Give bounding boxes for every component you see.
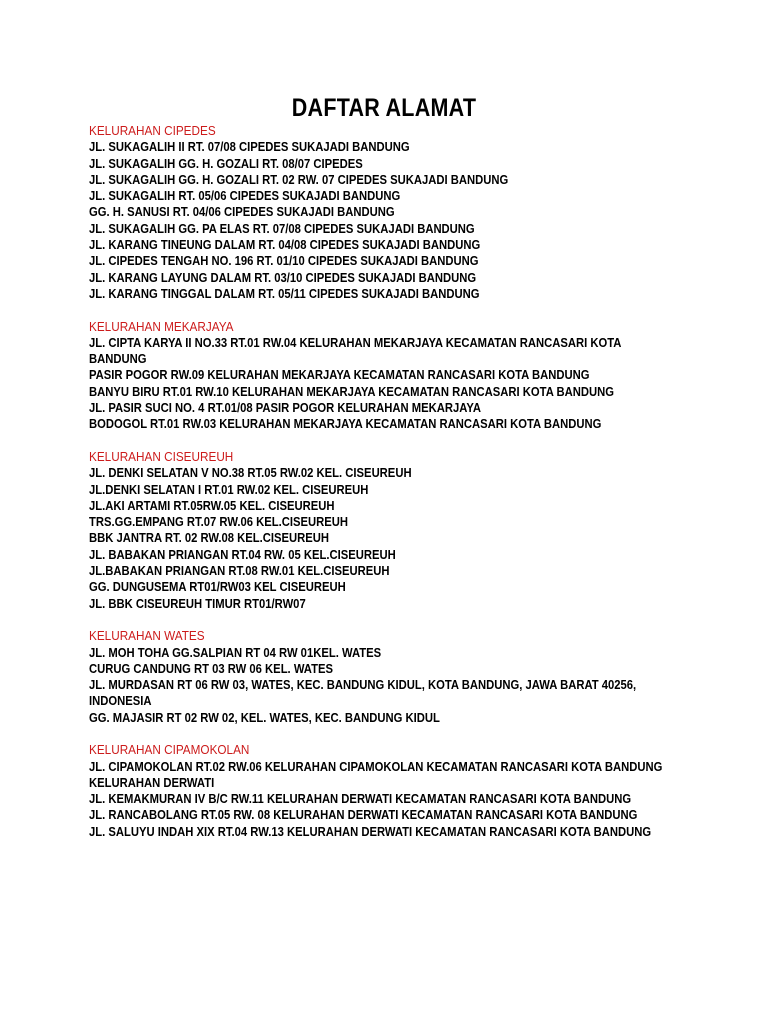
address-line: JL. KARANG LAYUNG DALAM RT. 03/10 CIPEDES SUKAJADI BANDUNG (89, 270, 477, 285)
address-line: JL. SUKAGALIH GG. H. GOZALI RT. 02 RW. 07 CIPEDES SUKAJADI BANDUNG (89, 172, 509, 187)
address-line: JL.AKI ARTAMI RT.05RW.05 KEL. CISEUREUH (89, 498, 335, 513)
address-line: JL. SALUYU INDAH XIX RT.04 RW.13 KELURAHAN DERWATI KECAMATAN RANCASARI KOTA BANDUNG (89, 824, 652, 839)
section-heading: KELURAHAN CIPAMOKOLAN (89, 743, 250, 758)
address-line: JL. BABAKAN PRIANGAN RT.04 RW. 05 KEL.CISEUREUH (89, 547, 396, 562)
section-cipedes (89, 123, 729, 302)
address-line: JL. CIPAMOKOLAN RT.02 RW.06 KELURAHAN CIPAMOKOLAN KECAMATAN RANCASARI KOTA BANDUNG (89, 759, 663, 774)
address-line: BODOGOL RT.01 RW.03 KELURAHAN MEKARJAYA KECAMATAN RANCASARI KOTA BANDUNG (89, 417, 602, 432)
address-list (89, 123, 729, 856)
address-line: GG. H. SANUSI RT. 04/06 CIPEDES SUKAJADI BANDUNG (89, 205, 395, 220)
address-line: KELURAHAN DERWATI (89, 775, 215, 790)
address-line: JL. CIPTA KARYA II NO.33 RT.01 RW.04 KELURAHAN MEKARJAYA KECAMATAN RANCASARI KOTA BANDUNG (89, 335, 621, 367)
address-line: CURUG CANDUNG RT 03 RW 06 KEL. WATES (89, 661, 333, 676)
address-line: JL.BABAKAN PRIANGAN RT.08 RW.01 KEL.CISEUREUH (89, 564, 390, 579)
address-line: GG. MAJASIR RT 02 RW 02, KEL. WATES, KEC. BANDUNG KIDUL (89, 710, 440, 725)
address-line: JL. CIPEDES TENGAH NO. 196 RT. 01/10 CIPEDES SUKAJADI BANDUNG (89, 254, 479, 269)
section-mekarjaya (89, 319, 729, 433)
address-line: JL. SUKAGALIH RT. 05/06 CIPEDES SUKAJADI BANDUNG (89, 189, 401, 204)
address-line: JL. DENKI SELATAN V NO.38 RT.05 RW.02 KEL. CISEUREUH (89, 466, 412, 481)
address-line: JL. PASIR SUCI NO. 4 RT.01/08 PASIR POGOR KELURAHAN MEKARJAYA (89, 401, 481, 416)
address-line: TRS.GG.EMPANG RT.07 RW.06 KEL.CISEUREUH (89, 515, 349, 530)
section-heading: KELURAHAN WATES (89, 629, 205, 644)
address-line: JL. RANCABOLANG RT.05 RW. 08 KELURAHAN DERWATI KECAMATAN RANCASARI KOTA BANDUNG (89, 808, 638, 823)
address-line: BANYU BIRU RT.01 RW.10 KELURAHAN MEKARJAYA KECAMATAN RANCASARI KOTA BANDUNG (89, 384, 615, 399)
document-title: DAFTAR ALAMAT (291, 94, 477, 122)
section-heading: KELURAHAN MEKARJAYA (89, 319, 234, 334)
address-line: JL. SUKAGALIH II RT. 07/08 CIPEDES SUKAJADI BANDUNG (89, 140, 410, 155)
address-line: JL. MURDASAN RT 06 RW 03, WATES, KEC. BANDUNG KIDUL, KOTA BANDUNG, JAWA BARAT 40256, INDONESIA (89, 678, 637, 709)
address-line: JL. KARANG TINGGAL DALAM RT. 05/11 CIPEDES SUKAJADI BANDUNG (89, 286, 480, 301)
address-line: JL. BBK CISEUREUH TIMUR RT01/RW07 (89, 596, 306, 611)
address-line: BBK JANTRA RT. 02 RW.08 KEL.CISEUREUH (89, 531, 330, 546)
address-line: JL. SUKAGALIH GG. H. GOZALI RT. 08/07 CIPEDES (89, 156, 363, 171)
address-line: PASIR POGOR RW.09 KELURAHAN MEKARJAYA KECAMATAN RANCASARI KOTA BANDUNG (89, 368, 590, 383)
section-cipamokolan (89, 742, 729, 840)
section-wates (89, 628, 729, 726)
address-line: JL. MOH TOHA GG.SALPIAN RT 04 RW 01KEL. WATES (89, 645, 382, 660)
address-line: JL.DENKI SELATAN I RT.01 RW.02 KEL. CISEUREUH (89, 482, 369, 497)
section-heading: KELURAHAN CISEUREUH (89, 449, 234, 464)
address-line: JL. SUKAGALIH GG. PA ELAS RT. 07/08 CIPEDES SUKAJADI BANDUNG (89, 221, 475, 236)
address-line: JL. KARANG TINEUNG DALAM RT. 04/08 CIPEDES SUKAJADI BANDUNG (89, 238, 481, 253)
section-ciseureuh (89, 449, 729, 612)
address-line: GG. DUNGUSEMA RT01/RW03 KEL CISEUREUH (89, 580, 346, 595)
address-line: JL. KEMAKMURAN IV B/C RW.11 KELURAHAN DERWATI KECAMATAN RANCASARI KOTA BANDUNG (89, 792, 632, 807)
section-heading: KELURAHAN CIPEDES (89, 124, 216, 138)
